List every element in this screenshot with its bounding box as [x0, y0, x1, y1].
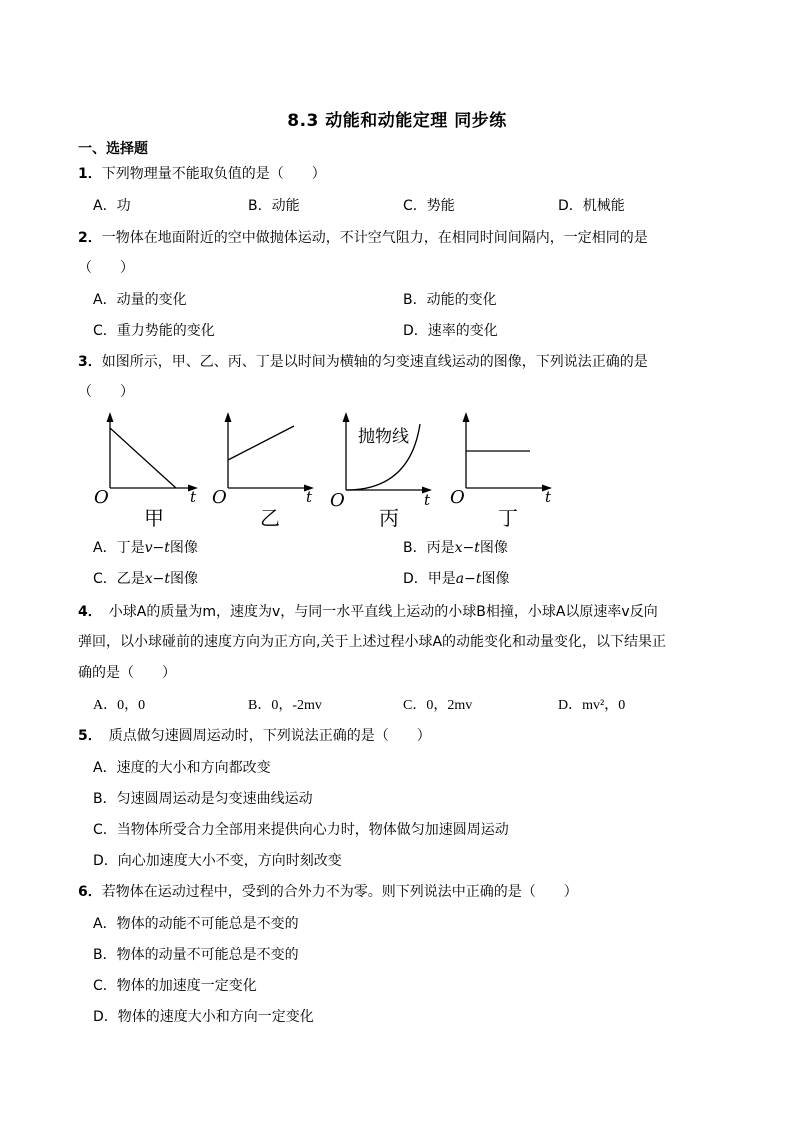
question-number: 3．: [78, 354, 102, 370]
graph-yi: [212, 412, 314, 530]
parabola-label: 抛物线: [358, 427, 409, 447]
option-text: A．丁是: [93, 540, 145, 556]
option-text: C．乙是: [93, 571, 145, 587]
graph-name-ding: 丁: [498, 506, 518, 530]
question-text: 下列物理量不能取负值的是（ ）: [101, 166, 326, 182]
origin-label: O: [212, 487, 227, 508]
question-1: [78, 164, 326, 184]
page-title: 8.3 动能和动能定理 同步练: [287, 111, 507, 131]
t-axis-label: t: [306, 488, 313, 506]
question-3-cont: （ ）: [78, 384, 134, 400]
q6-option-c: C．物体的加速度一定变化: [93, 978, 257, 994]
option-variable: x−t: [144, 571, 171, 587]
q1-option-b: B．动能: [248, 198, 300, 214]
q4-option-b: B．0，-2mv: [248, 698, 322, 713]
t-axis-label: t: [190, 488, 197, 506]
question-text: 一物体在地面附近的空中做抛体运动，不计空气阻力，在相同时间间隔内，一定相同的是: [101, 230, 648, 246]
question-2: [78, 228, 648, 248]
graph-bing: [330, 412, 432, 530]
q2-option-b: B．动能的变化: [403, 292, 497, 308]
question-3: [78, 352, 648, 372]
q3-option-d: [403, 569, 509, 589]
question-4-cont: 弹回，以小球碰前的速度方向为正方向,关于上述过程小球A的动能变化和动量变化，以下结果正: [78, 634, 667, 650]
question-text: 若物体在运动过程中，受到的合外力不为零。则下列说法中正确的是（ ）: [101, 884, 578, 900]
origin-label: O: [94, 487, 109, 508]
q2-option-a: A．动量的变化: [93, 292, 187, 308]
origin-label: O: [330, 490, 345, 511]
option-variable: x−t: [454, 540, 480, 556]
q5-option-c: C．当物体所受合力全部用来提供向心力时，物体做匀加速圆周运动: [93, 822, 509, 838]
graph-name-yi: 乙: [260, 506, 280, 530]
option-text: 图像: [170, 571, 199, 587]
motion-graphs-figure: [90, 408, 570, 533]
q6-option-a: A．物体的动能不可能总是不变的: [93, 916, 299, 932]
section-heading: 一、选择题: [78, 141, 148, 157]
question-text: 如图所示，甲、乙、丙、丁是以时间为横轴的匀变速直线运动的图像，下列说法正确的是: [101, 354, 648, 370]
question-4: [78, 602, 658, 622]
question-5: [78, 726, 431, 746]
origin-label: O: [450, 487, 465, 508]
q4-option-c: C．0，2mv: [403, 698, 473, 713]
q3-option-a: [93, 538, 198, 558]
q1-option-c: C．势能: [403, 198, 455, 214]
option-text: 图像: [169, 540, 198, 556]
question-6: [78, 882, 578, 902]
q4-option-d: D．mv²，0: [558, 698, 626, 713]
question-number: 6．: [78, 884, 102, 900]
question-text: 小球A的质量为m，速度为v，与同一水平直线上运动的小球B相撞，小球A以原速率v反向: [94, 604, 658, 620]
question-2-cont: （ ）: [78, 260, 134, 276]
q5-option-d: D．向心加速度大小不变，方向时刻改变: [93, 853, 342, 869]
question-number: 4．: [78, 604, 95, 620]
option-text: 图像: [479, 540, 508, 556]
q1-option-d: D．机械能: [558, 198, 625, 214]
q4-option-a: A．0，0: [93, 698, 146, 713]
q5-option-a: A．速度的大小和方向都改变: [93, 760, 271, 776]
q2-option-d: D．速率的变化: [403, 323, 498, 339]
option-variable: v−t: [144, 540, 170, 556]
t-axis-label: t: [424, 491, 431, 509]
graph-name-bing: 丙: [379, 506, 399, 530]
question-4-cont: 确的是（ ）: [78, 665, 176, 681]
graph-name-jia: 甲: [144, 506, 164, 530]
graph-yi-line: [228, 426, 294, 460]
q3-option-b: [403, 538, 508, 558]
option-text: D．甲是: [403, 571, 456, 587]
q2-option-c: C．重力势能的变化: [93, 323, 215, 339]
question-number: 2．: [78, 230, 102, 246]
question-number: 5．: [78, 728, 95, 744]
q6-option-d: D．物体的速度大小和方向一定变化: [93, 1009, 314, 1025]
t-axis-label: t: [545, 488, 552, 506]
q3-option-c: [93, 569, 198, 589]
q1-option-a: A．功: [93, 198, 131, 214]
question-text: 质点做匀速圆周运动时，下列说法正确的是（ ）: [94, 728, 431, 744]
graph-jia-line: [110, 428, 176, 488]
graph-jia: [94, 412, 198, 530]
graph-ding: [450, 412, 552, 530]
option-variable: a−t: [455, 571, 482, 587]
question-number: 1．: [78, 166, 102, 182]
q5-option-b: B．匀速圆周运动是匀变速曲线运动: [93, 791, 313, 807]
q6-option-b: B．物体的动量不可能总是不变的: [93, 947, 299, 963]
option-text: 图像: [481, 571, 510, 587]
option-text: B．丙是: [403, 540, 455, 556]
